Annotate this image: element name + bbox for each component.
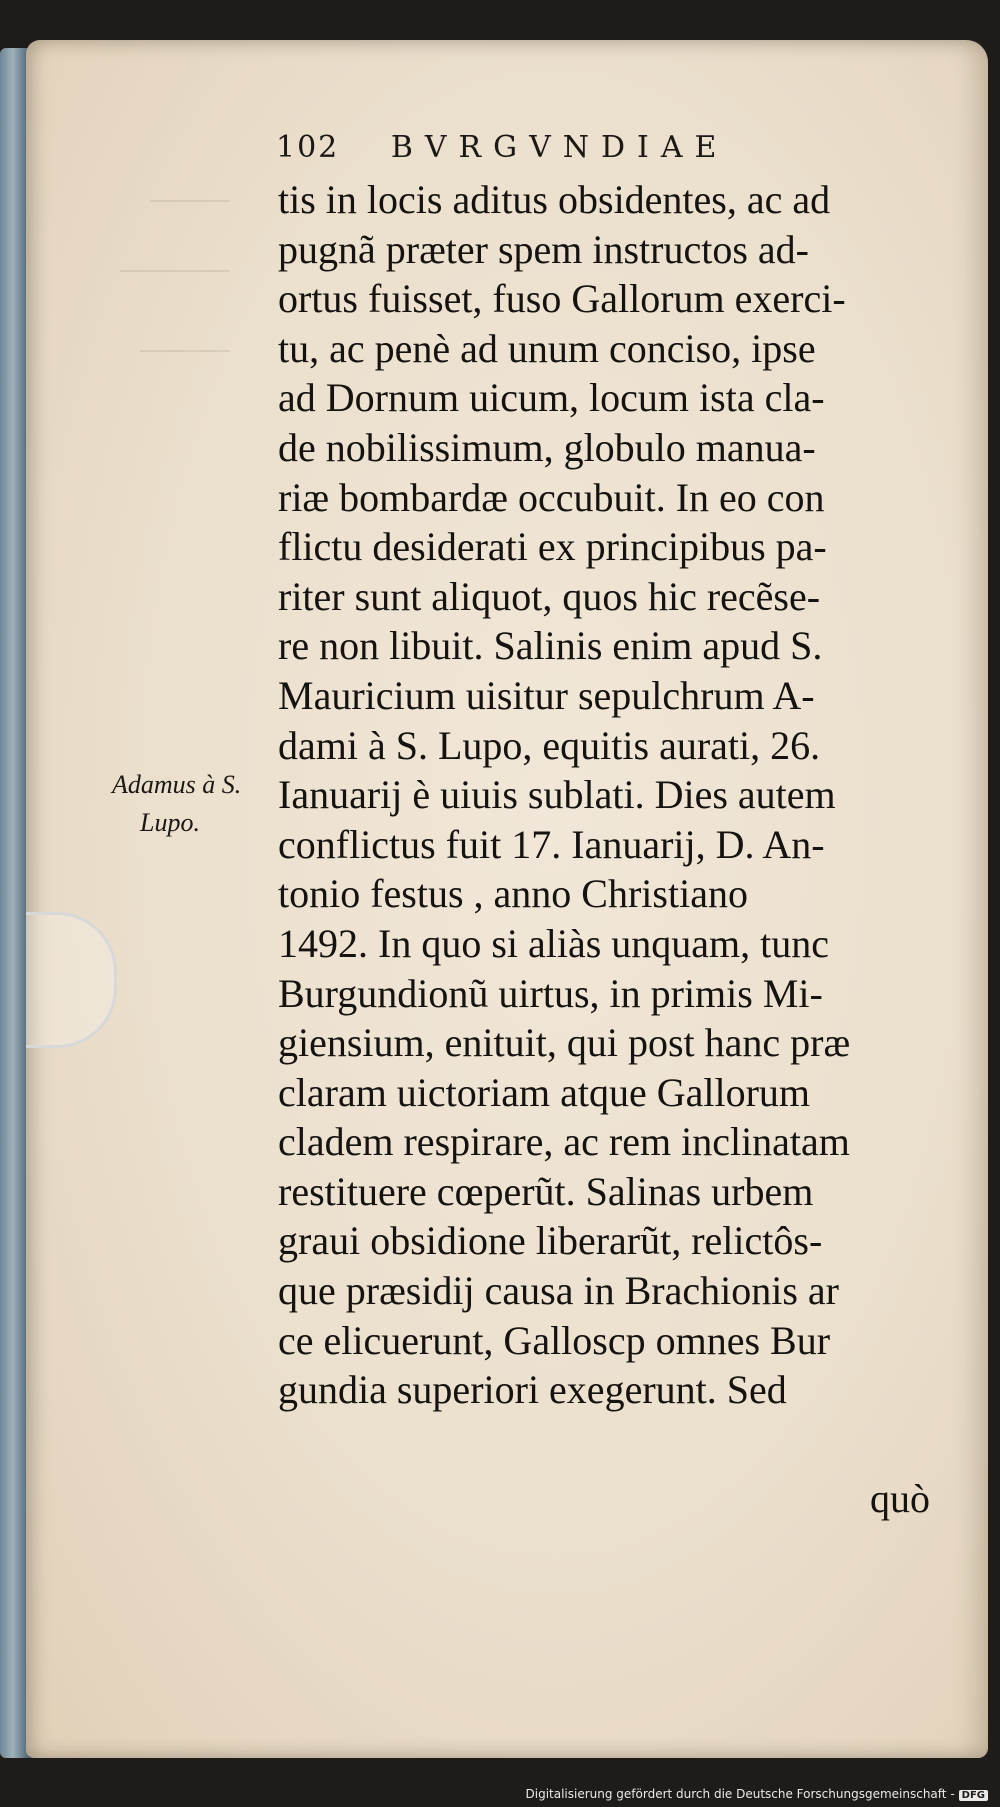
text-line: Mauricium uisitur sepulchrum A- [278, 672, 815, 718]
running-title: BVRGVNDIAE [390, 130, 729, 165]
text-line: de nobilissimum, globulo manua- [278, 424, 816, 470]
dfg-logo: DFG [959, 1790, 988, 1801]
digitization-credit [522, 1785, 993, 1803]
running-header [276, 130, 728, 165]
text-line: tis in locis aditus obsidentes, ac ad [278, 177, 831, 222]
text-line: restituere cœperũt. Salinas urbem [278, 1168, 814, 1214]
text-line: dami à S. Lupo, equitis aurati, 26. [278, 722, 821, 768]
text-line: riter sunt aliquot, quos hic recẽse- [278, 573, 821, 619]
credit-text: Digitalisierung gefördert durch die Deutsche Forschungsgemeinschaft - [525, 1787, 955, 1801]
text-line: tonio festus , anno Christiano [278, 871, 748, 917]
text-line: ce elicuerunt, Galloscp omnes Bur [278, 1317, 831, 1363]
bleed-through-mark [150, 180, 230, 202]
text-line: claram uictoriam atque Gallorum [278, 1069, 811, 1115]
bleed-through-mark [120, 250, 230, 272]
text-line: gundia superiori exegerunt. Sed [278, 1367, 787, 1413]
bleed-through-mark [140, 330, 230, 352]
text-line: giensium, enituit, qui post hanc præ [278, 1020, 851, 1066]
page-number: 102 [276, 130, 340, 165]
text-line: graui obsidione liberarũt, relictôs- [278, 1218, 823, 1264]
text-line: Burgundionũ uirtus, in primis Mi- [278, 970, 823, 1016]
body-text [278, 175, 958, 1415]
text-line: riæ bombardæ occubuit. In eo con [278, 474, 825, 520]
text-line: conflictus fuit 17. Ianuarij, D. An- [278, 821, 825, 867]
text-line: cladem respirare, ac rem inclinatam [278, 1119, 850, 1165]
text-line: tu, ac penè ad unum conciso, ipse [278, 325, 816, 371]
text-line: pugnã præter spem instructos ad- [278, 226, 809, 272]
marginal-note-line-1: Adamus à S. [112, 770, 242, 799]
marginal-note-line-2: Lupo. [140, 808, 200, 837]
text-line: flictu desiderati ex principibus pa- [278, 524, 827, 570]
catchword: quò [870, 1476, 930, 1521]
text-line: ad Dornum uicum, locum ista cla- [278, 375, 825, 421]
text-line: ortus fuisset, fuso Gallorum exerci- [278, 276, 846, 322]
text-line: 1492. In quo si aliàs unquam, tunc [278, 920, 830, 966]
text-line: re non libuit. Salinis enim apud S. [278, 623, 823, 669]
page-clip [26, 912, 117, 1048]
text-line: que præsidij causa in Brachionis ar [278, 1268, 839, 1314]
text-line: Ianuarij è uiuis sublati. Dies autem [278, 772, 836, 818]
